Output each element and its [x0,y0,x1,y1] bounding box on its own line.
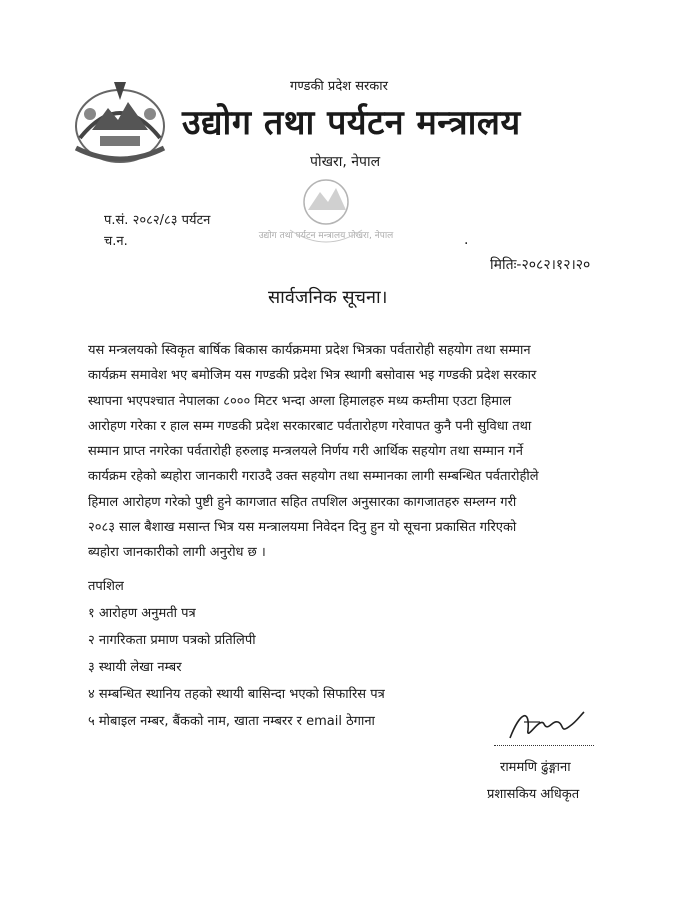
office-stamp-icon [258,172,394,264]
body-line: हिमाल आरोहण गरेको पुष्टी हुने कागजात सहित तपशिल अनुसारका कागजातहरु सम्लग्न गरी [88,494,517,510]
dispatch-number: च.न. [104,234,128,249]
decorative-dot: . [464,232,469,248]
body-line: कार्यक्रम रहेको ब्यहोरा जानकारी गराउदै उक्त सहयोग तथा सम्मानका लागी सम्बन्धित पर्वतारोहीले [88,469,539,485]
list-item: २ नागरिकता प्रमाण पत्रको प्रतिलिपी [88,633,256,648]
signatory-title: प्रशासकिय अधिकृत [487,787,580,802]
body-line: ब्यहोरा जानकारीको लागी अनुरोध छ । [88,545,266,561]
svg-text:उद्योग तथा पर्यटन मन्त्रालय पो: उद्योग तथा पर्यटन मन्त्रालय पोखरा, नेपाल [258,231,394,241]
body-line: स्थापना भएपश्चात नेपालका ८००० मिटर भन्दा अग्ला हिमालहरु मध्य कम्तीमा एउटा हिमाल [88,393,512,409]
signature-icon [500,702,590,750]
ministry-location: पोखरा, नेपाल [310,154,381,170]
body-line: आरोहण गरेका र हाल सम्म गण्डकी प्रदेश सरकारबाट पर्वतारोहण गरेवापत कुनै पनी सुविधा तथा [88,418,532,434]
body-line: कार्यक्रम समावेश भए बमोजिम यस गण्डकी प्रदेश भित्र स्थागी बसोवास भइ गण्डकी प्रदेश सरकार [88,368,537,384]
list-item: ४ सम्बन्धित स्थानिय तहको स्थायी बासिन्दा भएको सिफारिस पत्र [88,687,385,702]
signature-line [494,745,594,746]
reference-number: प.सं. २०८२/८३ पर्यटन [104,213,211,228]
notice-title: सार्वजनिक सूचना। [268,287,388,308]
list-item: ५ मोबाइल नम्बर, बैंकको नाम, खाता नम्बरर र email ठेगाना [88,714,375,729]
notice-date: मितिः-२०८२।१२।२० [490,257,591,273]
signatory-name: राममणि ढुंङ्गाना [500,760,571,775]
body-line: सम्मान प्राप्त नगरेका पर्वतारोही हरुलाइ मन्त्रलयले निर्णय गरी आर्थिक सहयोग तथा सम्मान गर्ने [88,444,523,460]
body-line: यस मन्त्रलयको स्विकृत बार्षिक बिकास कार्यक्रममा प्रदेश भित्रका पर्वतारोही सहयोग तथा सम्मान [88,343,531,358]
notice-body [88,338,630,566]
government-name: गण्डकी प्रदेश सरकार [290,79,388,94]
list-item: ३ स्थायी लेखा नम्बर [88,660,182,675]
body-line: २०८३ साल बैशाख मसान्त भित्र यस मन्त्रालयमा निवेदन दिनु हुन यो सूचना प्रकासित गरिएको [88,520,517,536]
ministry-title: उद्योग तथा पर्यटन मन्त्रालय [182,103,521,143]
list-item: १ आरोहण अनुमती पत्र [88,606,196,621]
nepal-emblem-icon [70,78,170,166]
attachments-heading: तपशिल [88,579,124,594]
